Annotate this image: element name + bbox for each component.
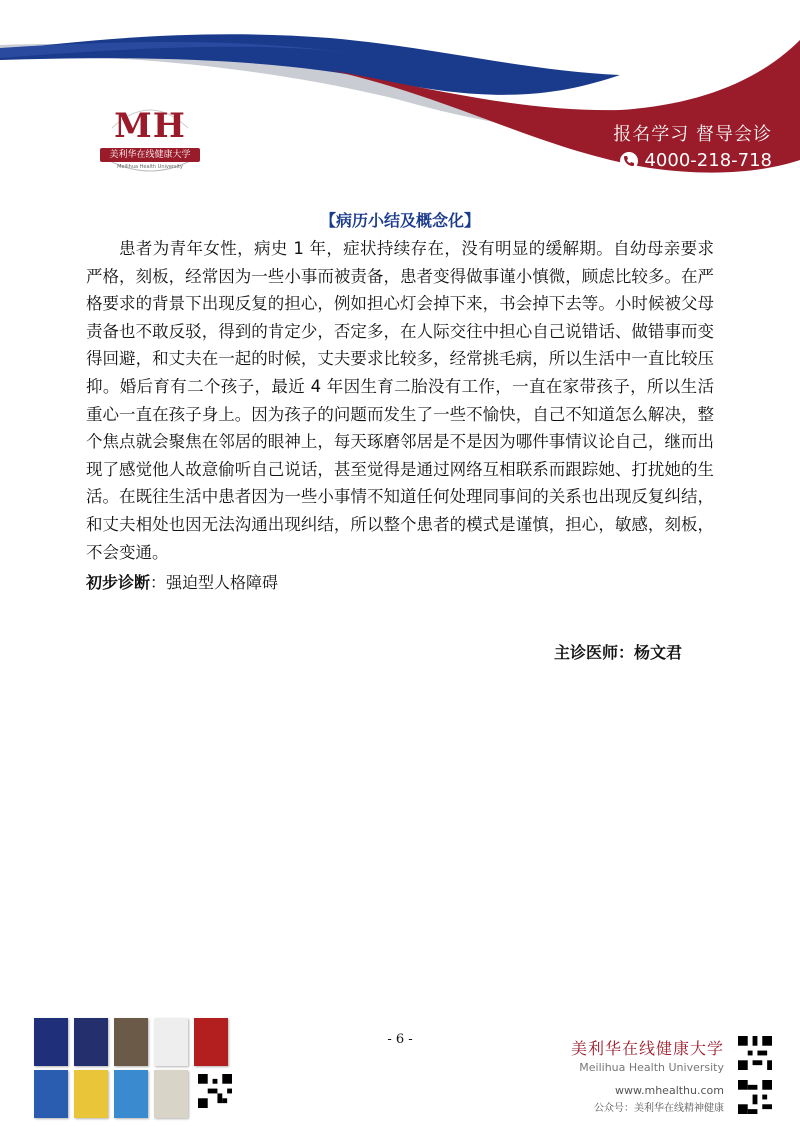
logo-letters: MH: [114, 106, 186, 146]
footer-public-account: 公众号：美利华在线精神健康: [594, 1103, 724, 1114]
footer-book-images: [34, 1012, 244, 1122]
main-content: [86, 208, 714, 593]
book-cover: [154, 1070, 188, 1118]
header-tagline: 报名学习 督导会诊: [613, 124, 772, 145]
header-contact: [613, 120, 772, 171]
case-summary-paragraph: 患者为青年女性，病史 1 年，症状持续存在，没有明显的缓解期。自幼母亲要求严格，刻板，经常因为一些小事而被责备，患者变得做事谨小慎微，顾虑比较多。在严格要求的背景下出现反复的担心，例如担心灯会掉下来，书会掉下去等。小时候被父母责备也不敢反驳，得到的肯定少，否定多，在人际交往中担心自己说错话、做错事而变得回避，和丈夫在一起的时候，丈夫要求比较多，经常挑毛病，所以生活中一直比较压抑。婚后育有二个孩子，最近 4 年因生育二胎没有工作，一直在家带孩子，所以生活重心一直在孩子身上。因为孩子的问题而发生了一些不愉快，自己不知道怎么解决，整个焦点就会聚焦在邻居的眼神上，每天琢磨邻居是不是因为哪件事情议论自己，继而出现了感觉他人故意偷听自己说话，甚至觉得是通过网络互相联系而跟踪她、打扰她的生活。在既往生活中患者因为一些小事情不知道任何处理同事间的关系也出现反复纠结，和丈夫相处也因无法沟通出现纠结，所以整个患者的模式是谨慎，担心，敏感，刻板，不会变通。: [86, 239, 714, 562]
diagnosis-value: ：强迫型人格障碍: [150, 573, 279, 593]
diagnosis-label: 初步诊断: [86, 573, 151, 593]
book-cover: [74, 1018, 108, 1066]
diagnosis-line: [86, 570, 714, 593]
attending-doctor: 主诊医师：杨文君: [553, 643, 682, 662]
page-number: - 6 -: [387, 1032, 413, 1047]
qr-code-icon: [738, 1036, 772, 1070]
footer-brand: [571, 1036, 724, 1114]
header-phone-number: 4000-218-718: [644, 150, 772, 171]
qr-code-icon: [198, 1074, 232, 1108]
qr-code-icon: [738, 1080, 772, 1114]
logo-english-name: Meilihua Health University: [117, 164, 183, 170]
book-cover: [34, 1070, 68, 1118]
book-cover: [114, 1018, 148, 1066]
header-phone-row: [613, 150, 772, 171]
brand-logo: [98, 98, 202, 178]
book-cover: [114, 1070, 148, 1118]
section-title: 【病历小结及概念化】: [319, 211, 480, 230]
book-cover: [34, 1018, 68, 1066]
footer-brand-cn: 美利华在线健康大学: [570, 1039, 724, 1058]
book-cover: [194, 1018, 228, 1066]
phone-icon: [620, 152, 638, 170]
logo-ribbon: 美利华在线健康大学: [100, 148, 200, 162]
book-cover: [74, 1070, 108, 1118]
footer-url[interactable]: www.mhealthu.com: [615, 1084, 724, 1097]
book-cover: [154, 1018, 188, 1066]
footer-brand-en: Meilihua Health University: [579, 1061, 724, 1074]
